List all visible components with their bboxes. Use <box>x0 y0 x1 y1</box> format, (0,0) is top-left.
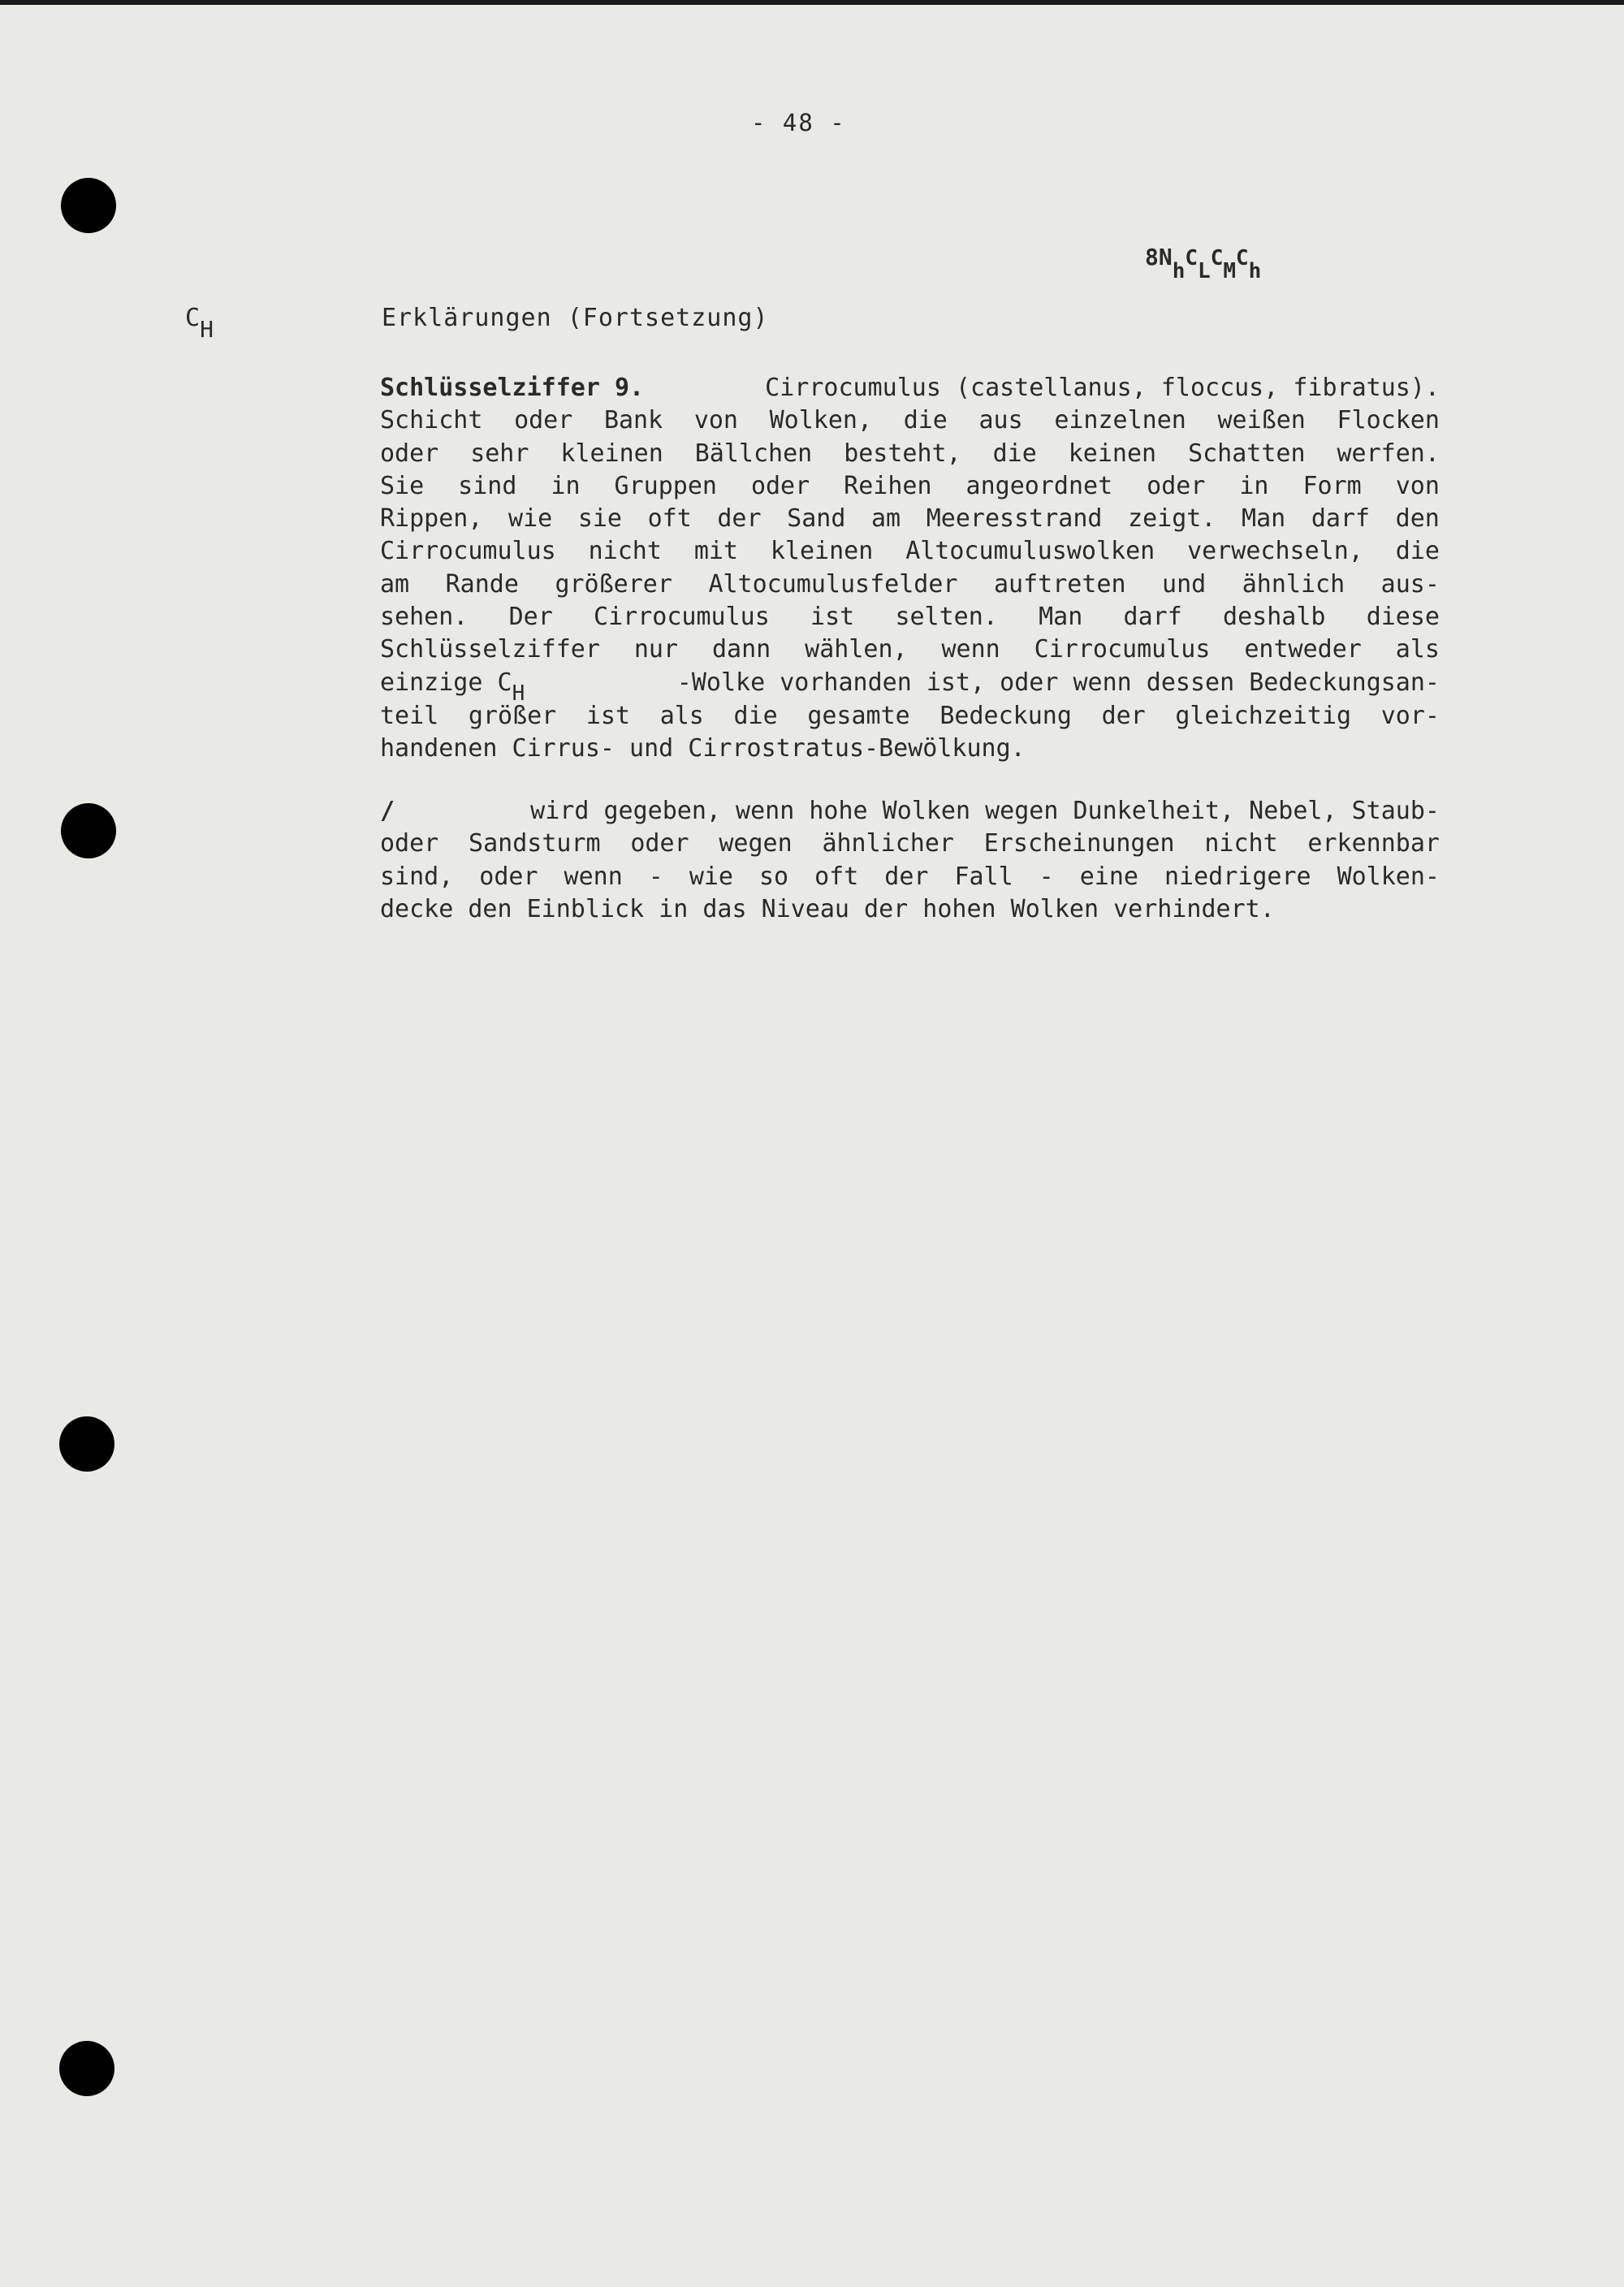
word: Rippen, <box>380 504 483 534</box>
word: niedrigere <box>1164 862 1311 891</box>
word: - <box>648 862 663 891</box>
word: Schatten <box>1188 439 1306 468</box>
word: wählen, <box>805 635 908 664</box>
word: gleichzeitig <box>1175 701 1352 730</box>
text-line <box>380 372 1440 404</box>
word: nur <box>633 635 679 664</box>
code-c1-sub: L <box>1198 259 1211 283</box>
margin-symbol-sub: H <box>200 316 214 343</box>
word: weißen <box>1217 406 1306 435</box>
word: oft <box>647 504 692 534</box>
word: Altocumulusfelder <box>708 569 958 599</box>
word: oder <box>750 471 810 500</box>
text-line <box>380 828 1440 860</box>
word: kleinen <box>770 537 874 566</box>
word: kleinen <box>560 439 663 468</box>
word: sind, <box>380 862 454 891</box>
text-line <box>380 700 1440 733</box>
text-fragment: einzige C <box>380 668 512 697</box>
text-line <box>380 470 1440 503</box>
word: zeigt. <box>1128 504 1216 534</box>
page-number: - 48 - <box>751 109 846 136</box>
text-line <box>380 795 1440 828</box>
word: Sie <box>380 471 425 500</box>
word: keinen <box>1068 439 1157 468</box>
code-c2-sub: M <box>1223 259 1236 283</box>
text-line <box>380 438 1440 470</box>
word: die <box>992 439 1037 468</box>
word: Altocumuluswolken <box>905 537 1155 566</box>
word: Sandsturm <box>469 829 601 858</box>
word: deshalb <box>1223 603 1326 632</box>
word: ähnlich <box>1242 569 1345 599</box>
word: teil <box>380 701 439 730</box>
text-fragment: -Wolke vorhanden ist, oder wenn dessen Bedeckungsan- <box>676 668 1440 697</box>
word: am <box>380 569 410 599</box>
word: Cirrocumulus <box>380 537 556 566</box>
word: größerer <box>555 569 672 599</box>
word: ist <box>810 603 855 632</box>
word: oder <box>1147 471 1206 500</box>
word: der <box>884 862 929 891</box>
word: in <box>1239 471 1269 500</box>
punch-hole-2 <box>61 803 116 858</box>
punch-hole-3 <box>59 1416 114 1472</box>
word: oft <box>814 862 859 891</box>
text-line <box>380 535 1440 568</box>
word: entweder <box>1244 635 1362 664</box>
word: nicht <box>1204 829 1278 858</box>
text-line <box>380 633 1440 666</box>
code-c3: C <box>1236 246 1249 270</box>
section-heading: Erklärungen (Fortsetzung) <box>382 304 769 332</box>
word: Schicht <box>380 406 483 435</box>
text-line-rest: Cirrocumulus (castellanus, floccus, fibratus). <box>765 374 1440 402</box>
word: am <box>871 504 901 534</box>
word: oder <box>380 829 439 858</box>
word: einzelnen <box>1054 406 1186 435</box>
word: Reihen <box>844 471 932 500</box>
word: und <box>1162 569 1207 599</box>
text-line <box>380 861 1440 893</box>
code-n-sub: h <box>1172 259 1186 283</box>
word: mit <box>693 537 738 566</box>
text-line: decke den Einblick in das Niveau der hohen Wolken verhindert. <box>380 894 1275 923</box>
text-line <box>380 569 1440 601</box>
word: diese <box>1366 603 1440 632</box>
text-subscript: H <box>512 681 525 706</box>
word: so <box>758 862 789 891</box>
word: Flocken <box>1337 406 1440 435</box>
paragraph-key-9 <box>380 372 1440 766</box>
text-line <box>380 404 1440 437</box>
word: besteht, <box>844 439 961 468</box>
code-c2: C <box>1210 246 1224 270</box>
word: die <box>1395 537 1440 566</box>
margin-symbol-main: C <box>185 304 201 332</box>
word: angeordnet <box>965 471 1113 500</box>
page-top-edge <box>0 0 1624 5</box>
word: in <box>551 471 581 500</box>
word: Wolken- <box>1337 862 1440 891</box>
word: Bällchen <box>694 439 813 468</box>
punch-hole-1 <box>61 178 116 233</box>
word: dann <box>711 635 771 664</box>
word: den <box>1395 504 1440 534</box>
word: größer <box>468 701 557 730</box>
word: Rande <box>445 569 519 599</box>
word: Wolken, <box>769 406 873 435</box>
word: auftreten <box>993 569 1126 599</box>
word: wie <box>689 862 733 891</box>
word: von <box>693 406 738 435</box>
word: Der <box>508 603 553 632</box>
word: sehr <box>470 439 529 468</box>
word: die <box>903 406 948 435</box>
word: oder <box>479 862 538 891</box>
word: als <box>1395 635 1440 664</box>
word: aus <box>978 406 1023 435</box>
word: Fall <box>954 862 1013 891</box>
word: sehen. <box>380 603 469 632</box>
word: eine <box>1079 862 1138 891</box>
word: Erscheinungen <box>983 829 1175 858</box>
word: vor- <box>1380 701 1440 730</box>
code-c1: C <box>1185 246 1199 270</box>
word: wie <box>508 504 553 534</box>
word: Gruppen <box>614 471 717 500</box>
word: die <box>733 701 778 730</box>
word: Man <box>1242 504 1286 534</box>
word: oder <box>630 829 689 858</box>
word: Cirrocumulus <box>1034 635 1211 664</box>
word: - <box>1039 862 1054 891</box>
word: ähnlicher <box>822 829 954 858</box>
word: von <box>1395 471 1440 500</box>
word: der <box>717 504 762 534</box>
word: Meeresstrand <box>926 504 1103 534</box>
word: wenn <box>564 862 623 891</box>
word: der <box>1101 701 1146 730</box>
text-line <box>380 601 1440 633</box>
word: Bedeckung <box>939 701 1072 730</box>
word: nicht <box>588 537 662 566</box>
word: Form <box>1302 471 1362 500</box>
word: Schlüsselziffer <box>380 635 600 664</box>
paragraph-slash <box>380 795 1440 926</box>
code-c3-sub: h <box>1248 259 1262 283</box>
slash-symbol: / <box>380 797 395 825</box>
word: erkennbar <box>1307 829 1440 858</box>
word: ist <box>585 701 631 730</box>
word: oder <box>514 406 573 435</box>
code-prefix: 8N <box>1145 244 1173 270</box>
word: gesamte <box>807 701 910 730</box>
word: selten. <box>895 603 998 632</box>
word: wegen <box>719 829 793 858</box>
word: werfen. <box>1337 439 1440 468</box>
word: aus- <box>1380 569 1440 599</box>
word: darf <box>1123 603 1182 632</box>
word: sind <box>458 471 517 500</box>
word: als <box>659 701 704 730</box>
text-line-rest: wird gegeben, wenn hohe Wolken wegen Dunkelheit, Nebel, Staub- <box>530 797 1440 825</box>
punch-hole-4 <box>59 2041 114 2096</box>
text-line <box>380 667 1440 706</box>
word: darf <box>1311 504 1371 534</box>
key-label: Schlüsselziffer 9. <box>380 374 645 402</box>
word: oder <box>380 439 439 468</box>
word: wenn <box>941 635 1000 664</box>
code-group <box>1145 244 1262 283</box>
word: Bank <box>603 406 663 435</box>
word: verwechseln, <box>1187 537 1363 566</box>
word: Sand <box>787 504 846 534</box>
margin-symbol <box>185 304 214 343</box>
word: Man <box>1039 603 1083 632</box>
text-line <box>380 503 1440 535</box>
word: Cirrocumulus <box>594 603 770 632</box>
word: sie <box>577 504 622 534</box>
text-line: handenen Cirrus- und Cirrostratus-Bewölkung. <box>380 734 1026 763</box>
